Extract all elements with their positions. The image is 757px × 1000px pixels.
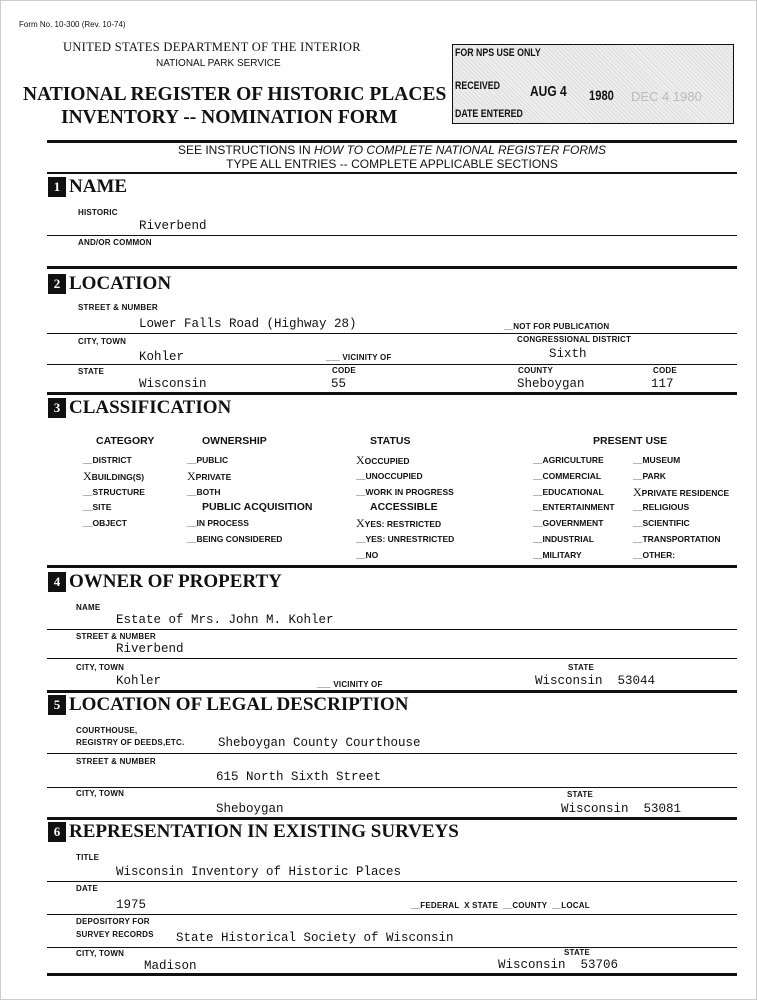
survey-title-label: TITLE [76,853,100,862]
classification-checkbox-item[interactable] [633,470,666,483]
historic-label: HISTORIC [78,208,118,217]
owner-city-label: CITY, TOWN [76,663,125,672]
unchecked-blank: __ [356,486,366,497]
divider [47,753,737,754]
unchecked-blank: __ [356,533,366,544]
survey-level-options[interactable]: __FEDERAL X STATE __COUNTY __LOCAL [411,901,590,910]
section-number: 6 [48,822,66,842]
classification-item-label: MILITARY [542,549,582,560]
classification-item-label: UNOCCUPIED [365,470,423,481]
section-title: OWNER OF PROPERTY [69,571,282,592]
divider [47,172,737,174]
received-year: 1980 [589,87,614,103]
depository-state-field[interactable]: Wisconsin 53706 [498,958,619,972]
unchecked-blank: __ [533,470,543,481]
classification-item-label: SCIENTIFIC [642,518,690,529]
checked-mark: X [187,468,196,483]
unchecked-blank: __ [633,455,643,465]
instructions-line2: TYPE ALL ENTRIES -- COMPLETE APPLICABLE SECTIONS [226,157,558,171]
unchecked-blank: __ [356,470,366,481]
section-number: 4 [48,572,66,592]
classification-checkbox-item[interactable] [633,501,689,514]
section-number: 1 [48,177,66,197]
classification-heading: CATEGORY [96,435,155,447]
unchecked-blank: __ [533,502,543,513]
unchecked-blank: __ [533,455,543,465]
classification-item-label: NO [365,549,379,560]
divider [47,266,737,269]
classification-heading: OWNERSHIP [202,435,267,447]
classification-item-label: AGRICULTURE [542,455,604,465]
classification-item-label: TRANSPORTATION [642,534,721,544]
classification-item-label: PRIVATE [195,471,232,482]
classification-item-label: BUILDING(S) [91,471,145,482]
owner-vicinity-of[interactable]: ___ VICINITY OF [317,680,383,689]
section-title: NAME [69,176,128,197]
unchecked-blank: __ [533,518,543,529]
county-field[interactable]: Sheboygan [517,377,585,391]
classification-checkbox-item[interactable] [83,486,145,499]
survey-date-field[interactable]: 1975 [116,898,147,912]
classification-heading: PRESENT USE [593,435,668,447]
unchecked-blank: __ [633,518,643,529]
depository-state-label: STATE [564,948,591,957]
classification-item-label: ENTERTAINMENT [542,502,615,513]
received-label: RECEIVED [455,80,500,92]
state-code-label: CODE [332,366,356,375]
owner-state-field[interactable]: Wisconsin 53044 [535,674,656,688]
classification-item-label: IN PROCESS [196,518,249,528]
classification-item-label: MUSEUM [642,455,681,465]
nps-heading: FOR NPS USE ONLY [455,47,541,59]
unchecked-blank: __ [83,518,93,529]
classification-item-label: WORK IN PROGRESS [365,486,454,497]
service: NATIONAL PARK SERVICE [156,58,281,69]
divider [47,690,737,693]
owner-street-field[interactable]: Riverbend [116,642,184,656]
owner-name-field[interactable]: Estate of Mrs. John M. Kohler [116,613,334,627]
section-4-header [48,571,282,593]
form-title-line2: INVENTORY -- NOMINATION FORM [61,107,398,128]
legal-street-field[interactable]: 615 North Sixth Street [216,770,382,784]
not-for-publication[interactable]: __NOT FOR PUBLICATION [504,322,610,331]
date-entered-label: DATE ENTERED [455,108,523,120]
form-number: Form No. 10-300 (Rev. 10-74) [19,20,126,29]
legal-state-label: STATE [567,790,594,799]
classification-item-label: BEING CONSIDERED [196,533,283,544]
section-number: 2 [48,274,66,294]
unchecked-blank: __ [633,549,643,560]
unchecked-blank: __ [633,470,643,481]
courthouse-field[interactable]: Sheboygan County Courthouse [218,736,421,750]
classification-checkbox-item[interactable] [83,517,127,530]
city-field[interactable]: Kohler [139,350,185,364]
classification-item-label: EDUCATIONAL [542,486,604,497]
courthouse-label: COURTHOUSE, [76,726,138,735]
unchecked-blank: __ [533,549,543,560]
instructions-text: SEE INSTRUCTIONS IN [177,143,314,157]
classification-item-label: YES: UNRESTRICTED [365,533,455,544]
section-title: LOCATION [69,273,172,294]
section-5-header [48,694,408,716]
divider [47,973,737,976]
common-name-label: AND/OR COMMON [78,238,152,247]
classification-item-label: DISTRICT [92,455,132,465]
vicinity-of[interactable]: ___ VICINITY OF [326,353,392,362]
classification-checkbox-item[interactable] [187,470,231,484]
divider [47,881,737,882]
classification-item-label: COMMERCIAL [542,470,602,481]
state-code-field[interactable]: 55 [331,377,347,391]
divider [47,629,737,630]
classification-checkbox-item[interactable] [187,533,282,546]
street-label: STREET & NUMBER [78,303,158,312]
classification-checkbox-item[interactable] [356,454,410,468]
registry-label: REGISTRY OF DEEDS,ETC. [76,738,185,747]
form-title-line1: NATIONAL REGISTER OF HISTORIC PLACES [23,84,447,105]
classification-checkbox-item[interactable] [83,470,144,484]
section-3-header [48,397,231,419]
classification-checkbox-item[interactable] [83,454,132,467]
classification-heading: ACCESSIBLE [370,501,438,513]
classification-checkbox-item[interactable] [187,517,249,530]
divider [47,914,737,915]
classification-item-label: PUBLIC [196,455,229,465]
classification-checkbox-item[interactable] [356,549,378,562]
classification-item-label: OBJECT [92,518,127,529]
classification-checkbox-item[interactable] [533,470,601,483]
classification-checkbox-item[interactable] [633,454,680,467]
divider [47,947,737,948]
state-label: STATE [78,367,105,376]
section-title: REPRESENTATION IN EXISTING SURVEYS [69,821,459,842]
county-label: COUNTY [518,366,553,375]
owner-name-label: NAME [76,603,101,612]
checked-mark: X [83,468,92,483]
depository-label-1: DEPOSITORY FOR [76,917,150,926]
unchecked-blank: __ [187,486,197,497]
classification-checkbox-item[interactable] [533,533,594,546]
legal-city-field[interactable]: Sheboygan [216,802,284,816]
classification-checkbox-item[interactable] [187,454,228,467]
classification-item-label: PARK [642,470,666,481]
unchecked-blank: __ [83,486,93,497]
classification-checkbox-item[interactable] [533,486,604,499]
classification-checkbox-item[interactable] [356,486,454,499]
section-title: LOCATION OF LEGAL DESCRIPTION [69,694,409,715]
nps-use-only-box [452,44,734,124]
congressional-district-field[interactable]: Sixth [549,347,587,361]
classification-checkbox-item[interactable] [533,517,603,530]
unchecked-blank: __ [83,502,93,513]
state-field[interactable]: Wisconsin [139,377,207,391]
classification-checkbox-item[interactable] [356,517,441,531]
unchecked-blank: __ [633,534,643,544]
depository-city-label: CITY, TOWN [76,949,125,958]
classification-item-label: GOVERNMENT [542,518,604,529]
section-number: 5 [48,695,66,715]
checked-mark: X [356,453,365,467]
unchecked-blank: __ [187,533,197,544]
classification-checkbox-item[interactable] [633,533,721,546]
classification-checkbox-item[interactable] [633,549,675,562]
depository-label-2: SURVEY RECORDS [76,930,154,939]
section-6-header [48,821,459,843]
section-number: 3 [48,398,66,418]
unchecked-blank: __ [187,518,197,528]
classification-checkbox-item[interactable] [83,501,111,514]
unchecked-blank: __ [187,455,197,465]
classification-checkbox-item[interactable] [356,533,454,546]
depository-city-field[interactable]: Madison [144,959,197,973]
instructions-reference: HOW TO COMPLETE NATIONAL REGISTER FORMS [313,143,607,157]
divider [47,817,737,820]
classification-checkbox-item[interactable] [187,486,221,499]
legal-city-label: CITY, TOWN [76,789,125,798]
city-label: CITY, TOWN [78,337,127,346]
section-title: CLASSIFICATION [69,397,232,418]
divider [47,364,737,365]
classification-checkbox-item[interactable] [356,470,423,483]
street-field[interactable]: Lower Falls Road (Highway 28) [139,317,357,331]
legal-street-label: STREET & NUMBER [76,757,156,766]
classification-checkbox-item[interactable] [533,454,604,467]
classification-item-label: PRIVATE RESIDENCE [641,487,730,498]
depository-field[interactable]: State Historical Society of Wisconsin [176,931,454,945]
divider [47,787,737,788]
owner-state-label: STATE [568,663,595,672]
divider [47,235,737,236]
county-code-field[interactable]: 117 [651,377,674,391]
instructions-line1 [47,143,737,157]
classification-item-label: SITE [92,502,112,513]
unchecked-blank: __ [83,455,93,465]
survey-title-field[interactable]: Wisconsin Inventory of Historic Places [116,865,402,879]
classification-heading: STATUS [370,435,411,447]
divider [47,392,737,395]
classification-item-label: INDUSTRIAL [542,534,594,544]
legal-state-field[interactable]: Wisconsin 53081 [561,802,682,816]
divider [47,333,737,334]
classification-checkbox-item[interactable] [533,549,582,562]
unchecked-blank: __ [533,534,543,544]
classification-item-label: RELIGIOUS [642,502,690,513]
unchecked-blank: __ [356,549,366,560]
classification-item-label: STRUCTURE [92,486,145,497]
congressional-district-label: CONGRESSIONAL DISTRICT [517,335,632,344]
classification-item-label: BOTH [196,486,221,497]
classification-checkbox-item[interactable] [633,486,729,500]
department: UNITED STATES DEPARTMENT OF THE INTERIOR [63,40,361,54]
historic-name-field[interactable]: Riverbend [139,219,207,233]
classification-heading: PUBLIC ACQUISITION [202,501,313,513]
classification-item-label: YES: RESTRICTED [364,519,442,529]
survey-date-label: DATE [76,884,98,893]
classification-checkbox-item[interactable] [533,501,615,514]
owner-city-field[interactable]: Kohler [116,674,162,688]
unchecked-blank: __ [533,486,543,497]
checked-mark: X [356,516,365,530]
owner-street-label: STREET & NUMBER [76,632,156,641]
county-code-label: CODE [653,366,677,375]
section-2-header [48,273,171,295]
received-date: AUG 4 [530,83,567,100]
classification-item-label: OTHER: [642,549,676,560]
classification-item-label: OCCUPIED [364,456,410,466]
classification-checkbox-item[interactable] [633,517,690,530]
section-1-header [48,176,127,198]
divider [47,565,737,568]
faint-stamp: DEC 4 1980 [631,89,702,104]
divider [47,658,737,659]
unchecked-blank: __ [633,502,643,513]
checked-mark: X [633,484,642,499]
